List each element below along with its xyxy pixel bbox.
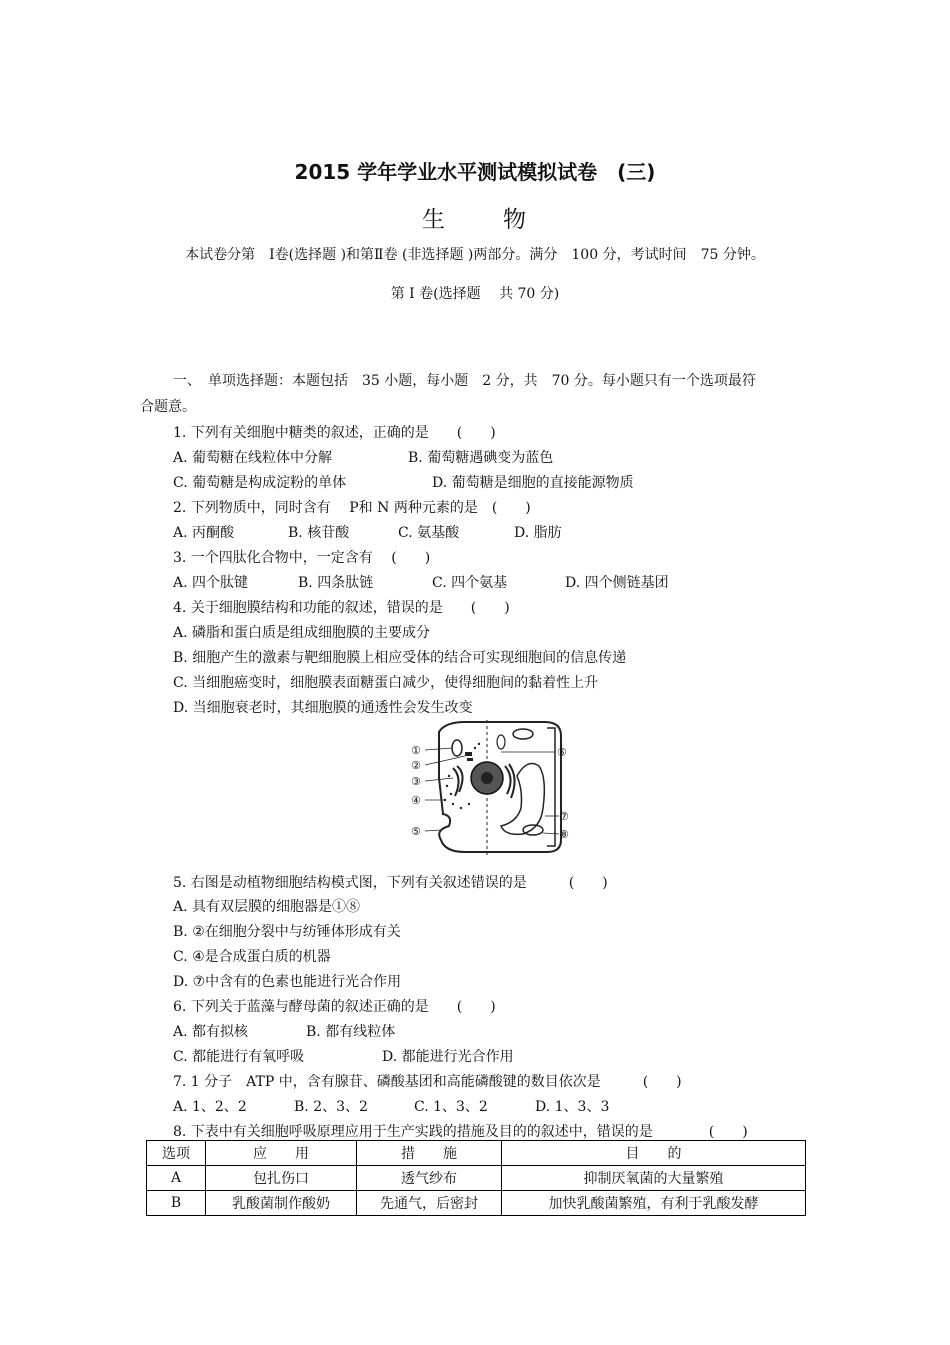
question-7-option-c: C. 1、3、2 [414,1099,488,1115]
table-cell: 透气纱布 [357,1166,502,1191]
question-3-option-b: B. 四条肽链 [298,575,374,591]
question-2-option-d: D. 脂肪 [514,525,562,541]
label-2: ② [411,759,421,772]
question-3-option-a: A. 四个肽键 [173,575,249,591]
question-8-table [146,1140,806,1216]
label-8: ⑧ [559,828,569,841]
table-cell: 先通气，后密封 [357,1191,502,1216]
table-row [147,1191,806,1216]
page-title: 2015 学年学业水平测试模拟试卷 (三) [294,160,656,184]
table-header-row [147,1141,806,1166]
subject-char-2: 物 [503,207,528,233]
question-7-stem: 7. 1 分子 ATP 中，含有腺苷、磷酸基团和高能磷酸键的数目依次是 ( ) [173,1074,682,1090]
label-3: ③ [411,775,421,788]
label-6: ⑥ [557,746,567,759]
table-header-cell: 选项 [147,1141,206,1166]
question-5-option-b: B. ②在细胞分裂中与纺锤体形成有关 [173,924,401,940]
question-4-option-b: B. 细胞产生的激素与靶细胞膜上相应受体的结合可实现细胞间的信息传递 [173,650,627,666]
question-4-option-c: C. 当细胞癌变时，细胞膜表面糖蛋白减少，使得细胞间的黏着性上升 [173,675,599,691]
question-7-option-d: D. 1、3、3 [535,1099,610,1115]
question-3-stem: 3. 一个四肽化合物中，一定含有 ( ) [173,550,431,566]
question-7-option-a: A. 1、2、2 [173,1099,247,1115]
question-8-stem: 8. 下表中有关细胞呼吸原理应用于生产实践的措施及目的的叙述中，错误的是 ( ) [173,1124,748,1140]
subject-title [0,201,950,234]
question-6-option-c: C. 都能进行有氧呼吸 [173,1049,305,1065]
table-cell: 乳酸菌制作酸奶 [206,1191,357,1216]
question-6-option-b: B. 都有线粒体 [306,1024,396,1040]
mitochondrion [452,740,462,756]
question-6-option-d: D. 都能进行光合作用 [382,1049,514,1065]
question-3-option-c: C. 四个氨基 [432,575,508,591]
question-7-option-b: B. 2、3、2 [294,1099,368,1115]
question-6-stem: 6. 下列关于蓝藻与酵母菌的叙述正确的是 ( ) [173,999,496,1015]
question-6-option-a: A. 都有拟核 [173,1024,249,1040]
question-2-stem: 2. 下列物质中，同时含有 P和 N 两种元素的是 ( ) [173,500,531,516]
table-header-cell: 目 的 [502,1141,806,1166]
cell-structure-figure [405,718,577,860]
chloroplast-bottom [523,825,543,835]
table-cell: A [147,1166,206,1191]
question-1-option-d: D. 葡萄糖是细胞的直接能源物质 [432,475,634,491]
table-cell: 包扎伤口 [206,1166,357,1191]
section-instructions-line1: 一、 单项选择题：本题包括 35 小题，每小题 2 分，共 70 分。每小题只有一个选项最符 [173,373,756,389]
table-cell: 抑制厌氧菌的大量繁殖 [502,1166,806,1191]
question-3-option-d: D. 四个侧链基团 [565,575,669,591]
question-4-option-a: A. 磷脂和蛋白质是组成细胞膜的主要成分 [173,625,431,641]
label-4: ④ [411,794,421,807]
table-row [147,1166,806,1191]
label-1: ① [411,744,421,757]
question-1-option-b: B. 葡萄糖遇碘变为蓝色 [408,450,554,466]
vacuole [501,764,544,835]
table-cell: B [147,1191,206,1216]
label-7: ⑦ [559,810,569,823]
question-4-option-d: D. 当细胞衰老时，其细胞膜的通透性会发生改变 [173,700,473,716]
question-2-option-b: B. 核苷酸 [288,525,350,541]
question-1-option-a: A. 葡萄糖在线粒体中分解 [173,450,333,466]
table-cell: 加快乳酸菌繁殖，有利于乳酸发酵 [502,1191,806,1216]
subject-char-1: 生 [422,207,447,233]
chloroplast-top [513,729,533,739]
exam-intro: 本试卷分第 Ⅰ卷(选择题 )和第Ⅱ卷 (非选择题 )两部分。满分 100 分，考试时间 75 分钟。 [185,247,765,263]
part-one-heading: 第 Ⅰ 卷(选择题 共 70 分) [390,286,560,302]
question-1-stem: 1. 下列有关细胞中糖类的叙述，正确的是 ( ) [173,425,496,441]
question-5-stem: 5. 右图是动植物细胞结构模式图，下列有关叙述错误的是 ( ) [173,875,608,891]
question-2-option-a: A. 丙酮酸 [173,525,235,541]
question-5-option-d: D. ⑦中含有的色素也能进行光合作用 [173,974,402,990]
label-5: ⑤ [411,825,421,838]
table-header-cell: 应 用 [206,1141,357,1166]
question-2-option-c: C. 氨基酸 [398,525,460,541]
question-4-stem: 4. 关于细胞膜结构和功能的叙述，错误的是 ( ) [173,600,510,616]
section-instructions-line2: 合题意。 [140,399,196,415]
table-header-cell: 措 施 [357,1141,502,1166]
question-5-option-c: C. ④是合成蛋白质的机器 [173,949,331,965]
question-5-option-a: A. 具有双层膜的细胞器是①⑧ [173,899,361,915]
question-1-option-c: C. 葡萄糖是构成淀粉的单体 [173,475,347,491]
